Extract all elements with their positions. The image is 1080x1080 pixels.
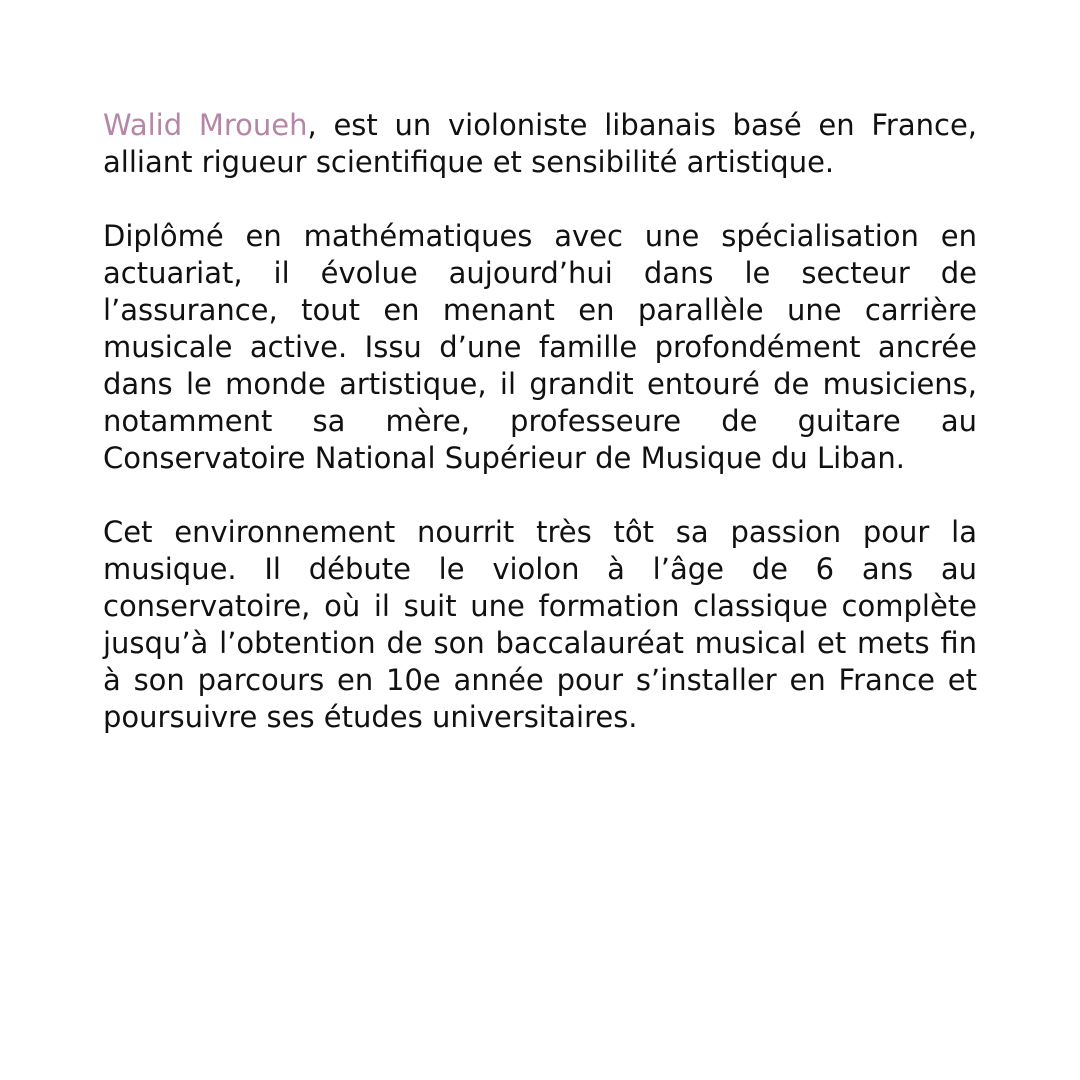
artist-name: Walid Mroueh	[103, 108, 308, 142]
bio-text-block	[103, 107, 977, 773]
intro-text: , est un violoniste libanais basé en France, alliant rigueur scientifique et sensibilité artistique.	[103, 108, 977, 179]
education-paragraph: Diplômé en mathématiques avec une spécialisation en actuariat, il évolue aujourd’hui dans le secteur de l’assurance, tout en menant en parallèle une carrière musicale active. Issu d’une famille profondément ancrée dans le monde artistique, il grandit entouré de musiciens, notamment sa mère, professeure de guitare au Conservatoire National Supérieur de Musique du Liban.	[103, 219, 977, 475]
intro-paragraph	[103, 107, 977, 181]
music-background-paragraph: Cet environnement nourrit très tôt sa passion pour la musique. Il débute le violon à l’âge de 6 ans au conservatoire, où il suit une formation classique complète jusqu’à l’obtention de son baccalauréat musical et mets fin à son parcours en 10e année pour s’installer en France et poursuivre ses études universitaires.	[103, 515, 977, 734]
